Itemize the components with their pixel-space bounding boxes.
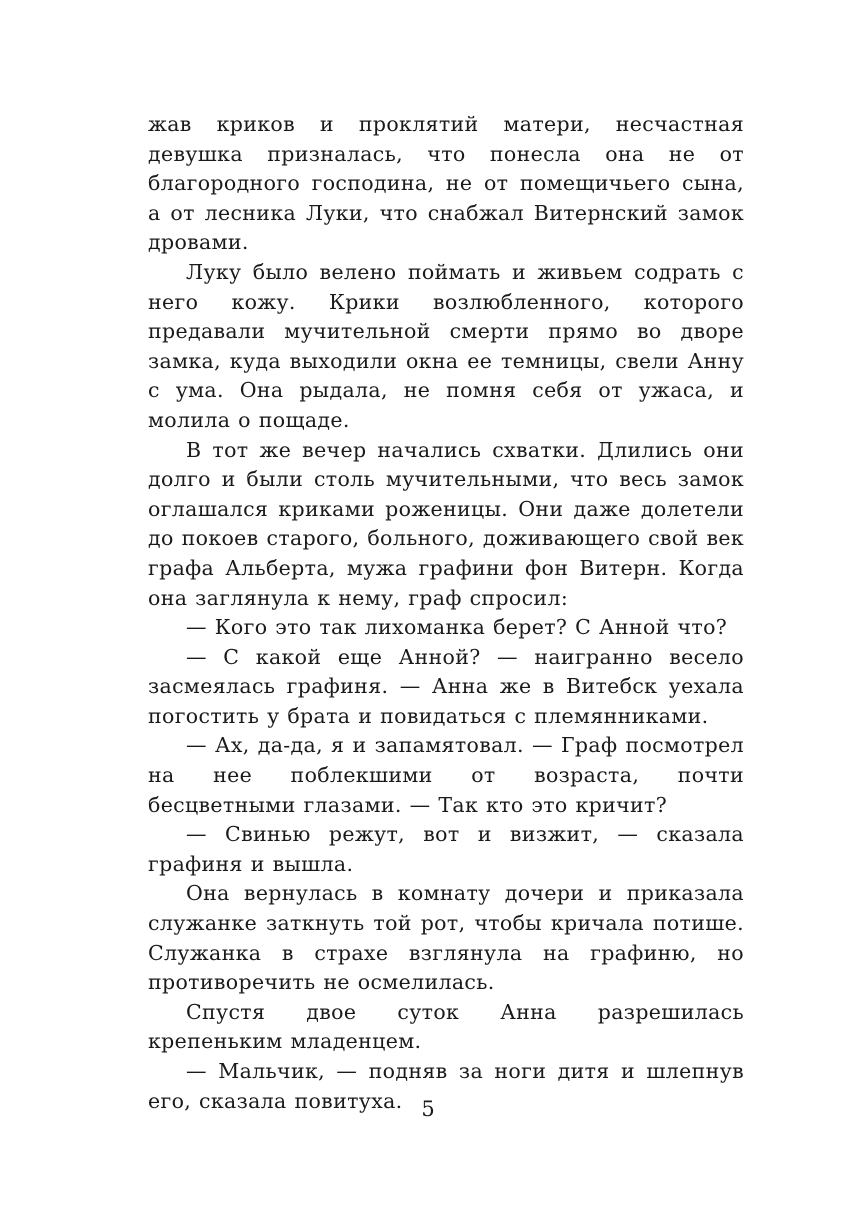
paragraph: Спустя двое суток Анна разрешилась крепеньким младенцем. bbox=[148, 999, 744, 1054]
paragraph: Луку было велено поймать и живьем содрать с него кожу. Крики возлюбленного, которого предавали мучительной смерти прямо во дворе замка, куда выходили окна ее темницы, свели Анну с ума. Она рыдала, не помня себя от ужаса, и молила о пощаде. bbox=[148, 259, 744, 432]
page-number: 5 bbox=[421, 1097, 435, 1121]
page-text bbox=[148, 110, 744, 1116]
paragraph: — Ах, да-да, я и запамятовал. — Граф посмотрел на нее поблекшими от возраста, почти бесцветными глазами. — Так кто это кричит? bbox=[148, 733, 744, 817]
paragraph: — Свинью режут, вот и визжит, — сказала графиня и вышла. bbox=[148, 822, 744, 876]
paragraph: — Мальчик, — подняв за ноги дитя и шлепнув его, сказала повитуха. bbox=[148, 1059, 744, 1113]
paragraph: — С какой еще Анной? — наигранно весело засмеялась графиня. — Анна же в Витебск уехала погостить у брата и повидаться с племянниками. bbox=[148, 644, 744, 728]
paragraph: жав криков и проклятий матери, несчастная девушка призналась, что понесла она не от благородного господина, не от помещичьего сына, а от лесника Луки, что снабжал Витернский замок дровами. bbox=[148, 112, 744, 255]
paragraph: В тот же вечер начались схватки. Длились они долго и были столь мучительными, что весь замок оглашался криками роженицы. Они даже долетели до покоев старого, больного, доживающего свой век графа Альберта, мужа графини фон Витерн. Когда она заглянула к нему, граф спросил: bbox=[148, 437, 744, 610]
paragraph: — Кого это так лихоманка берет? С Анной что? bbox=[186, 615, 728, 640]
paragraph: Она вернулась в комнату дочери и приказала служанке заткнуть той рот, чтобы кричала потише. Служанка в страхе взглянула на графиню, но противоречить не осмелилась. bbox=[148, 881, 744, 995]
